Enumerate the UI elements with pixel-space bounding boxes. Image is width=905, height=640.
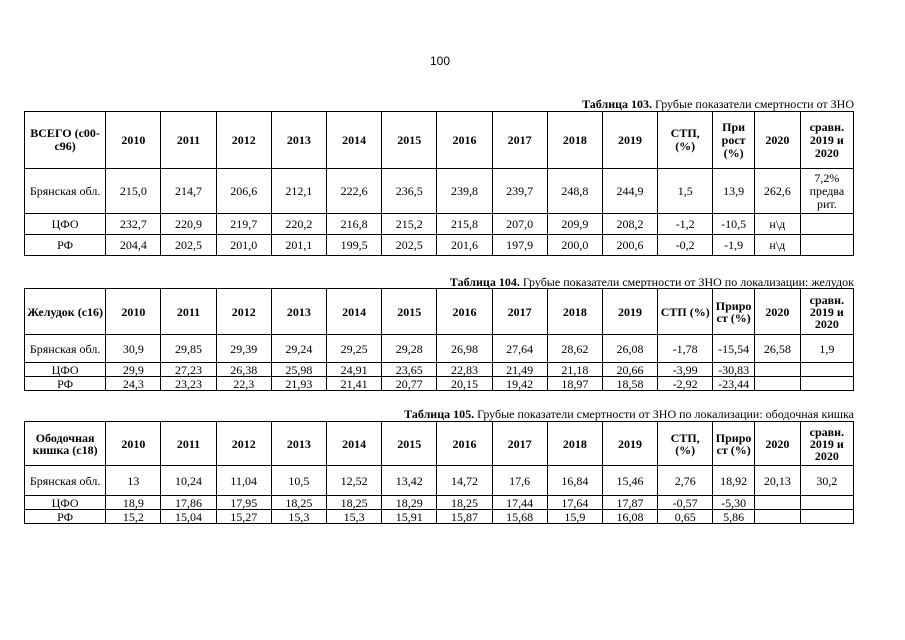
value-cell: 17,64: [547, 496, 602, 510]
value-cell: 219,7: [216, 214, 271, 235]
value-cell: 21,49: [492, 363, 547, 377]
year-2020-header: 2020: [754, 422, 800, 466]
table-row: [25, 169, 854, 214]
year-header: 2014: [326, 422, 381, 466]
value-cell: 13: [106, 466, 161, 496]
value-cell: 15,3: [271, 510, 326, 524]
value-cell: 28,62: [547, 335, 602, 363]
value-cell: 209,9: [547, 214, 602, 235]
year-2020-cell: 262,6: [754, 169, 800, 214]
stp-cell: -1,78: [658, 335, 713, 363]
table-row: [25, 363, 854, 377]
compare-cell: 30,2: [800, 466, 853, 496]
stp-header: СТП (%): [658, 289, 713, 335]
year-header: 2011: [161, 289, 216, 335]
year-2020-cell: 26,58: [754, 335, 800, 363]
header-row: [25, 422, 854, 466]
value-cell: 17,6: [492, 466, 547, 496]
compare-header: сравн. 2019 и 2020: [800, 112, 853, 169]
value-cell: 239,7: [492, 169, 547, 214]
year-header: 2013: [271, 112, 326, 169]
table-row: [25, 235, 854, 256]
stp-cell: -2,92: [658, 377, 713, 391]
compare-header: сравн. 2019 и 2020: [800, 289, 853, 335]
year-header: 2018: [547, 422, 602, 466]
row-label: ЦФО: [25, 363, 106, 377]
table-104-caption-label: Таблица 104.: [449, 275, 520, 289]
table-105-caption: [24, 407, 854, 421]
compare-cell: 1,9: [800, 335, 853, 363]
value-cell: 15,3: [326, 510, 381, 524]
value-cell: 23,65: [382, 363, 437, 377]
table-103-caption-text: Грубые показатели смертности от ЗНО: [652, 97, 854, 111]
year-header: 2012: [216, 422, 271, 466]
first-column-header: Ободочная кишка (с18): [25, 422, 106, 466]
value-cell: 15,04: [161, 510, 216, 524]
row-label: Брянская обл.: [25, 466, 106, 496]
value-cell: 16,08: [602, 510, 657, 524]
value-cell: 214,7: [161, 169, 216, 214]
value-cell: 18,29: [382, 496, 437, 510]
value-cell: 18,9: [106, 496, 161, 510]
value-cell: 25,98: [271, 363, 326, 377]
year-header: 2017: [492, 289, 547, 335]
value-cell: 18,97: [547, 377, 602, 391]
year-header: 2010: [106, 422, 161, 466]
value-cell: 29,24: [271, 335, 326, 363]
year-header: 2013: [271, 289, 326, 335]
value-cell: 202,5: [382, 235, 437, 256]
value-cell: 16,84: [547, 466, 602, 496]
value-cell: 202,5: [161, 235, 216, 256]
value-cell: 12,52: [326, 466, 381, 496]
year-header: 2019: [602, 112, 657, 169]
value-cell: 29,28: [382, 335, 437, 363]
value-cell: 216,8: [326, 214, 381, 235]
value-cell: 207,0: [492, 214, 547, 235]
value-cell: 13,42: [382, 466, 437, 496]
compare-cell: [800, 510, 853, 524]
stp-header: СТП, (%): [658, 112, 713, 169]
value-cell: 20,15: [437, 377, 492, 391]
value-cell: 19,42: [492, 377, 547, 391]
compare-cell: 7,2% предва рит.: [800, 169, 853, 214]
value-cell: 199,5: [326, 235, 381, 256]
stp-cell: -1,2: [658, 214, 713, 235]
compare-cell: [800, 235, 853, 256]
value-cell: 21,93: [271, 377, 326, 391]
year-2020-cell: н\д: [754, 235, 800, 256]
value-cell: 204,4: [106, 235, 161, 256]
year-2020-header: 2020: [754, 289, 800, 335]
growth-cell: -30,83: [713, 363, 755, 377]
year-header: 2015: [382, 422, 437, 466]
stp-cell: 2,76: [658, 466, 713, 496]
growth-header: Приро ст (%): [713, 422, 755, 466]
table-105-caption-label: Таблица 105.: [404, 407, 475, 421]
value-cell: 29,39: [216, 335, 271, 363]
stp-cell: -0,57: [658, 496, 713, 510]
value-cell: 215,0: [106, 169, 161, 214]
stp-cell: -3,99: [658, 363, 713, 377]
value-cell: 18,25: [271, 496, 326, 510]
table-105: [24, 421, 854, 524]
value-cell: 26,38: [216, 363, 271, 377]
value-cell: 26,08: [602, 335, 657, 363]
table-row: [25, 214, 854, 235]
year-2020-cell: [754, 510, 800, 524]
year-header: 2019: [602, 422, 657, 466]
value-cell: 22,3: [216, 377, 271, 391]
value-cell: 18,25: [437, 496, 492, 510]
value-cell: 208,2: [602, 214, 657, 235]
header-row: [25, 112, 854, 169]
compare-cell: [800, 496, 853, 510]
value-cell: 10,5: [271, 466, 326, 496]
value-cell: 239,8: [437, 169, 492, 214]
row-label: Брянская обл.: [25, 169, 106, 214]
year-header: 2016: [437, 289, 492, 335]
year-header: 2012: [216, 112, 271, 169]
value-cell: 200,6: [602, 235, 657, 256]
value-cell: 18,25: [326, 496, 381, 510]
growth-cell: -15,54: [713, 335, 755, 363]
value-cell: 201,1: [271, 235, 326, 256]
table-row: [25, 335, 854, 363]
table-104: [24, 288, 854, 391]
value-cell: 17,86: [161, 496, 216, 510]
row-label: ЦФО: [25, 214, 106, 235]
table-103: [24, 111, 854, 256]
value-cell: 197,9: [492, 235, 547, 256]
table-104-caption: [24, 275, 854, 289]
value-cell: 215,8: [437, 214, 492, 235]
value-cell: 17,95: [216, 496, 271, 510]
growth-header: При рост (%): [713, 112, 755, 169]
value-cell: 27,23: [161, 363, 216, 377]
growth-cell: -10,5: [713, 214, 755, 235]
value-cell: 248,8: [547, 169, 602, 214]
page-number: 100: [429, 54, 451, 68]
value-cell: 29,85: [161, 335, 216, 363]
value-cell: 232,7: [106, 214, 161, 235]
value-cell: 27,64: [492, 335, 547, 363]
first-column-header: Желудок (с16): [25, 289, 106, 335]
year-2020-cell: н\д: [754, 214, 800, 235]
growth-cell: -23,44: [713, 377, 755, 391]
row-label: РФ: [25, 377, 106, 391]
value-cell: 22,83: [437, 363, 492, 377]
year-header: 2019: [602, 289, 657, 335]
row-label: РФ: [25, 235, 106, 256]
table-103-caption-label: Таблица 103.: [582, 97, 653, 111]
value-cell: 17,44: [492, 496, 547, 510]
value-cell: 215,2: [382, 214, 437, 235]
value-cell: 20,66: [602, 363, 657, 377]
year-2020-cell: [754, 496, 800, 510]
value-cell: 11,04: [216, 466, 271, 496]
year-header: 2018: [547, 289, 602, 335]
compare-header: сравн. 2019 и 2020: [800, 422, 853, 466]
table-105-caption-text: Грубые показатели смертности от ЗНО по локализации: ободочная кишка: [474, 407, 854, 421]
year-header: 2010: [106, 112, 161, 169]
value-cell: 20,77: [382, 377, 437, 391]
value-cell: 26,98: [437, 335, 492, 363]
value-cell: 244,9: [602, 169, 657, 214]
value-cell: 15,2: [106, 510, 161, 524]
value-cell: 15,27: [216, 510, 271, 524]
value-cell: 15,46: [602, 466, 657, 496]
table-104-caption-text: Грубые показатели смертности от ЗНО по локализации: желудок: [519, 275, 854, 289]
row-label: ЦФО: [25, 496, 106, 510]
value-cell: 21,41: [326, 377, 381, 391]
value-cell: 200,0: [547, 235, 602, 256]
compare-cell: [800, 363, 853, 377]
value-cell: 220,2: [271, 214, 326, 235]
value-cell: 21,18: [547, 363, 602, 377]
header-row: [25, 289, 854, 335]
year-header: 2017: [492, 422, 547, 466]
year-header: 2014: [326, 289, 381, 335]
growth-cell: 18,92: [713, 466, 755, 496]
growth-cell: -5,30: [713, 496, 755, 510]
table-row: [25, 466, 854, 496]
table-103-caption: [24, 97, 854, 111]
year-header: 2011: [161, 422, 216, 466]
year-header: 2013: [271, 422, 326, 466]
year-header: 2012: [216, 289, 271, 335]
value-cell: 212,1: [271, 169, 326, 214]
value-cell: 15,91: [382, 510, 437, 524]
value-cell: 30,9: [106, 335, 161, 363]
value-cell: 15,87: [437, 510, 492, 524]
year-header: 2015: [382, 112, 437, 169]
growth-cell: -1,9: [713, 235, 755, 256]
value-cell: 222,6: [326, 169, 381, 214]
year-header: 2015: [382, 289, 437, 335]
growth-cell: 13,9: [713, 169, 755, 214]
value-cell: 15,68: [492, 510, 547, 524]
value-cell: 23,23: [161, 377, 216, 391]
growth-header: Приро ст (%): [713, 289, 755, 335]
growth-cell: 5,86: [713, 510, 755, 524]
year-2020-cell: [754, 363, 800, 377]
year-2020-cell: 20,13: [754, 466, 800, 496]
row-label: РФ: [25, 510, 106, 524]
value-cell: 236,5: [382, 169, 437, 214]
compare-cell: [800, 377, 853, 391]
year-header: 2017: [492, 112, 547, 169]
table-row: [25, 510, 854, 524]
value-cell: 24,91: [326, 363, 381, 377]
year-header: 2014: [326, 112, 381, 169]
stp-header: СТП, (%): [658, 422, 713, 466]
stp-cell: 1,5: [658, 169, 713, 214]
value-cell: 201,6: [437, 235, 492, 256]
year-header: 2018: [547, 112, 602, 169]
value-cell: 15,9: [547, 510, 602, 524]
value-cell: 29,25: [326, 335, 381, 363]
value-cell: 220,9: [161, 214, 216, 235]
year-2020-cell: [754, 377, 800, 391]
value-cell: 10,24: [161, 466, 216, 496]
stp-cell: -0,2: [658, 235, 713, 256]
year-header: 2016: [437, 112, 492, 169]
compare-cell: [800, 214, 853, 235]
value-cell: 201,0: [216, 235, 271, 256]
value-cell: 29,9: [106, 363, 161, 377]
year-header: 2016: [437, 422, 492, 466]
year-header: 2010: [106, 289, 161, 335]
value-cell: 14,72: [437, 466, 492, 496]
value-cell: 17,87: [602, 496, 657, 510]
value-cell: 206,6: [216, 169, 271, 214]
year-header: 2011: [161, 112, 216, 169]
year-2020-header: 2020: [754, 112, 800, 169]
value-cell: 18,58: [602, 377, 657, 391]
table-row: [25, 496, 854, 510]
stp-cell: 0,65: [658, 510, 713, 524]
table-row: [25, 377, 854, 391]
first-column-header: ВСЕГО (с00-с96): [25, 112, 106, 169]
value-cell: 24,3: [106, 377, 161, 391]
row-label: Брянская обл.: [25, 335, 106, 363]
